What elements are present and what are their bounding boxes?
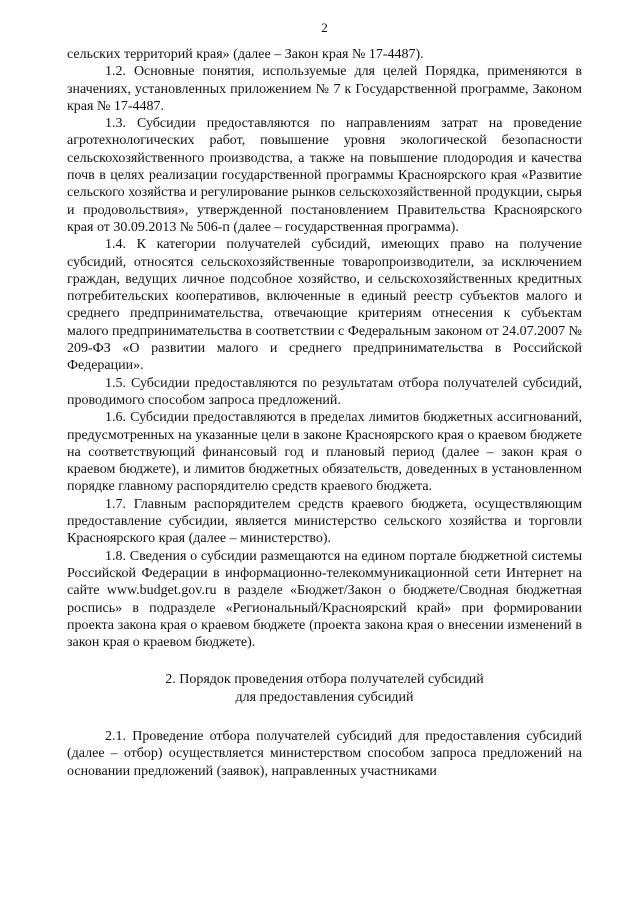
section-2-heading-line-2: для предоставления субсидий [235,689,414,705]
section-2-heading-line-1: 2. Порядок проведения отбора получателей субсидий [165,672,484,688]
paragraph-1-8: 1.8. Сведения о субсидии размещаются на едином портале бюджетной системы Российской Федерации в информационно-телекоммуникационной сети Интернет на сайте www.budget.gov.ru в разделе «Бюджет/Закон о бюджете/Сводная бюджетная роспись» в подразделе «Региональный/Красноярский край» при формировании проекта закона края о краевом бюджете (проекта закона края о внесении изменений в закон края о краевом бюджете). [67,548,582,651]
paragraph-1-2: 1.2. Основные понятия, используемые для целей Порядка, применяются в значениях, установленных приложением № 7 к Государственной программе, Законом края № 17-4487. [67,64,582,114]
paragraph-1-7: 1.7. Главным распорядителем средств краевого бюджета, осуществляющим предоставление субсидии, является министерство сельского хозяйства и торговли Красноярского края (далее – министерство). [67,496,582,547]
paragraph-1-5: 1.5. Субсидии предоставляются по результатам отбора получателей субсидий, проводимого способом запроса предложений. [67,375,582,408]
paragraph-continuation: сельских территорий края» (далее – Закон края № 17-4487). [67,47,424,62]
paragraph-1-3: 1.3. Субсидии предоставляются по направлениям затрат на проведение агротехнологических работ, повышение уровня экологической безопасности сельскохозяйственного производства, а также на повышение плодородия и качества почв в целях реализации государственной программы Красноярского края «Развитие сельского хозяйства и регулирование рынков сельскохозяйственной продукции, сырья и продовольствия», утвержденной постановлением Правительства Красноярского края от 30.09.2013 № 506-п (далее – государственная программа). [67,116,582,235]
section-2-heading [67,671,582,706]
paragraph-1-6: 1.6. Субсидии предоставляются в пределах лимитов бюджетных ассигнований, предусмотренных на указанные цели в законе Красноярского края о краевом бюджете на соответствующий финансовый год и плановый период (далее – закон края о краевом бюджете), и лимитов бюджетных обязательств, доведенных в установленном порядке главному распорядителю средств краевого бюджета. [67,410,582,495]
page-number: 2 [321,20,328,35]
paragraph-1-4: 1.4. К категории получателей субсидий, имеющих право на получение субсидий, относятся сельскохозяйственные товаропроизводители, за исключением граждан, ведущих личное подсобное хозяйство, и сельскохозяйственных кредитных потребительских кооперативов, включенные в единый реестр субъектов малого и среднего предпринимательства, отвечающие критериям отнесения к субъектам малого предпринимательства в соответствии с Федеральным законом от 24.07.2007 № 209-ФЗ «О развитии малого и среднего предпринимательства в Российской Федерации». [67,237,582,374]
paragraph-2-1: 2.1. Проведение отбора получателей субсидий для предоставления субсидий (далее – отбор) осуществляется министерством способом запроса предложений на основании предложений (заявок), направленных участниками [67,728,582,779]
